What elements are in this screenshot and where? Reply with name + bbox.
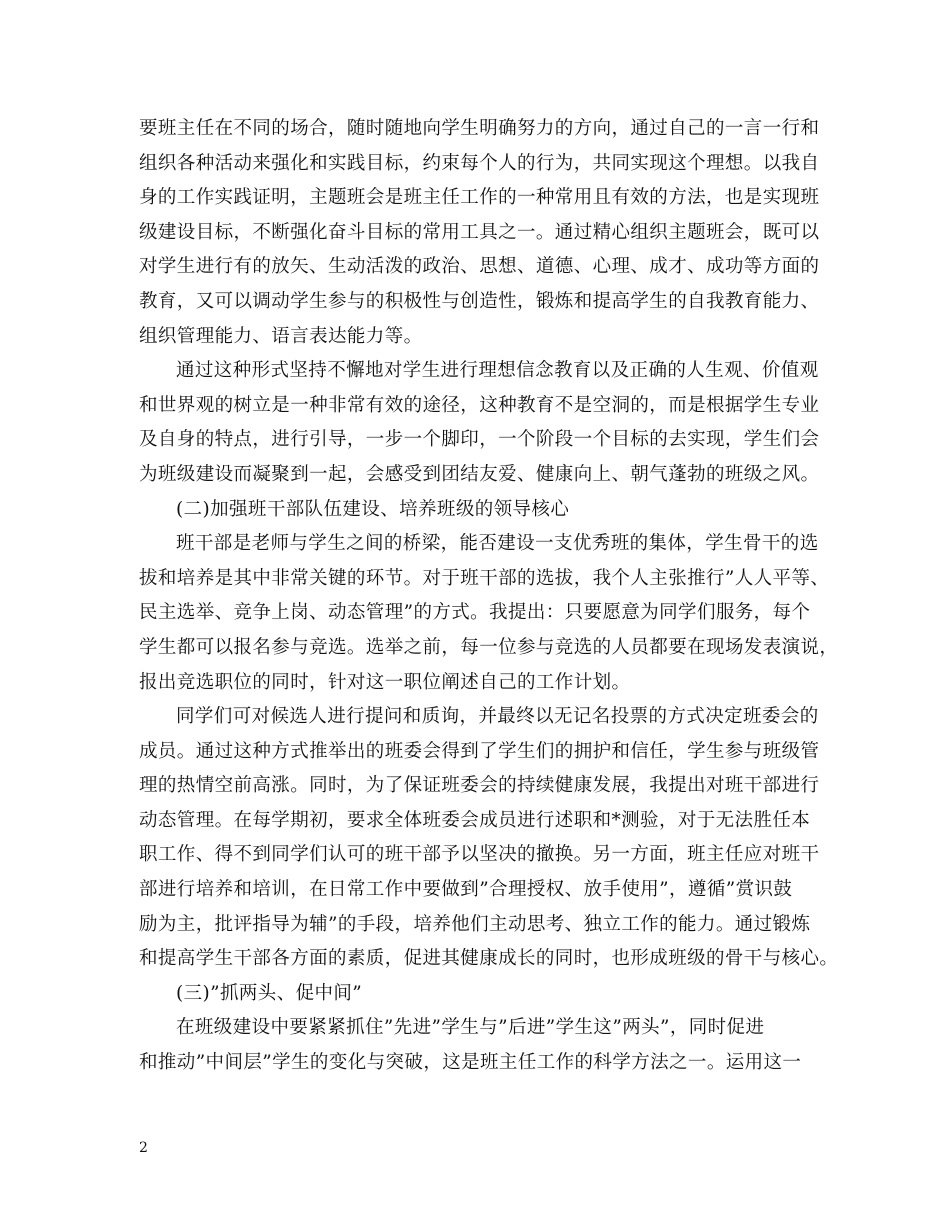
text-line: 教育，又可以调动学生参与的积极性与创造性，锻炼和提高学生的自我教育能力、 [139,290,820,312]
text-line: 身的工作实践证明，主题班会是班主任工作的一种常用且有效的方法，也是实现班 [139,187,820,209]
text-line: 和提高学生干部各方面的素质，促进其健康成长的同时，也形成班级的骨干与核心。 [139,948,839,970]
page-number: 2 [139,1140,148,1156]
text-line: 为班级建设而凝聚到一起，会感受到团结友爱、健康向上、朝气蓬勃的班级之风。 [139,463,820,485]
text-line: 组织各种活动来强化和实践目标，约束每个人的行为，共同实现这个理想。以我自 [139,152,820,174]
text-line: 学生都可以报名参与竞选。选举之前，每一位参与竞选的人员都要在现场发表演说， [139,636,839,658]
text-line: 励为主，批评指导为辅”的手段，培养他们主动思考、独立工作的能力。通过锻炼 [139,913,811,935]
text-line: 民主选举、竞争上岗、动态管理”的方式。我提出：只要愿意为同学们服务，每个 [139,602,811,624]
text-line: 级建设目标，不断强化奋斗目标的常用工具之一。通过精心组织主题班会，既可以 [139,221,820,243]
text-line: 成员。通过这种方式推举出的班委会得到了学生们的拥护和信任，学生参与班级管 [139,740,820,762]
text-line: 对学生进行有的放矢、生动活泼的政治、思想、道德、心理、成才、成功等方面的 [139,256,820,278]
text-line: 在班级建设中要紧紧抓住”先进”学生与”后进”学生这”两头”，同时促进 [176,1017,765,1039]
text-line: 和推动”中间层”学生的变化与突破，这是班主任工作的科学方法之一。运用这一 [139,1052,802,1074]
text-line: 通过这种形式坚持不懈地对学生进行理想信念教育以及正确的人生观、价值观 [176,360,819,382]
text-line: 拔和培养是其中非常关键的环节。对于班干部的选拔，我个人主张推行”人人平等、 [139,567,830,589]
section-heading: (二)加强班干部队伍建设、培养班级的领导核心 [176,498,570,520]
text-line: 要班主任在不同的场合，随时随地向学生明确努力的方向，通过自己的一言一行和 [139,118,820,139]
text-line: 组织管理能力、语言表达能力等。 [139,325,423,347]
text-line: 和世界观的树立是一种非常有效的途径，这种教育不是空洞的，而是根据学生专业 [139,394,820,416]
document-body [139,112,839,1081]
text-line: 班干部是老师与学生之间的桥梁，能否建设一支优秀班的集体，学生骨干的选 [176,533,819,555]
section-heading: (三)”抓两头、促中间” [176,982,363,1004]
text-line: 及自身的特点，进行引导，一步一个脚印，一个阶段一个目标的去实现，学生们会 [139,429,820,451]
text-line: 动态管理。在每学期初，要求全体班委会成员进行述职和*测验，对于无法胜任本 [139,809,811,831]
text-line: 同学们可对候选人进行提问和质询，并最终以无记名投票的方式决定班委会的 [176,706,819,728]
text-line: 部进行培养和培训，在日常工作中要做到”合理授权、放手使用”，遵循”赏识鼓 [139,879,793,901]
text-line: 报出竞选职位的同时，针对这一职位阐述自己的工作计划。 [139,671,631,693]
text-line: 理的热情空前高涨。同时，为了保证班委会的持续健康发展，我提出对班干部进行 [139,775,820,797]
text-line: 职工作、得不到同学们认可的班干部予以坚决的撤换。另一方面，班主任应对班干 [139,844,820,866]
